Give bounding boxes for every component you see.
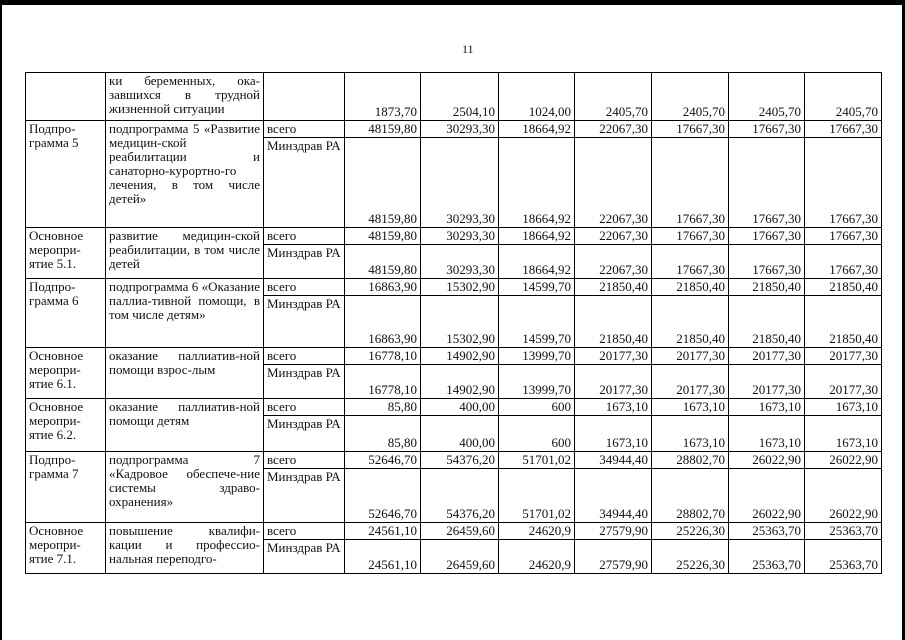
funding-value-cell: 48159,80 <box>345 228 421 245</box>
budget-table <box>25 72 882 574</box>
funding-value-cell: 20177,30 <box>805 348 882 365</box>
funding-value-cell: 14599,70 <box>499 279 575 296</box>
executor-cell: Минздрав РА <box>264 469 345 523</box>
scan-border <box>0 0 905 5</box>
funding-value-cell: 51701,02 <box>499 469 575 523</box>
funding-value-cell: 85,80 <box>345 399 421 416</box>
executor-cell: Минздрав РА <box>264 245 345 279</box>
funding-value-cell: 17667,30 <box>652 138 729 228</box>
funding-value-cell: 17667,30 <box>729 245 805 279</box>
funding-value-cell: 26022,90 <box>729 452 805 469</box>
funding-value-cell: 17667,30 <box>652 228 729 245</box>
program-description-cell: развитие медицин-ской реабилитации, в том числе детей <box>106 228 264 279</box>
table-row <box>26 348 882 365</box>
executor-cell <box>264 73 345 121</box>
funding-value-cell: 25363,70 <box>805 540 882 574</box>
program-label-cell: Основное меропри-ятие 6.2. <box>26 399 106 452</box>
program-description-cell: подпрограмма 7 «Кадровое обеспече-ние системы здраво-охранения» <box>106 452 264 523</box>
funding-value-cell: 1673,10 <box>652 416 729 452</box>
funding-value-cell: 1673,10 <box>729 399 805 416</box>
funding-value-cell: 25226,30 <box>652 540 729 574</box>
funding-value-cell: 16778,10 <box>345 348 421 365</box>
funding-value-cell: 48159,80 <box>345 121 421 138</box>
funding-value-cell: 15302,90 <box>421 296 499 348</box>
program-label-cell: Основное меропри-ятие 6.1. <box>26 348 106 399</box>
funding-value-cell: 21850,40 <box>652 296 729 348</box>
funding-value-cell: 26459,60 <box>421 523 499 540</box>
funding-value-cell: 54376,20 <box>421 469 499 523</box>
executor-cell: всего <box>264 452 345 469</box>
funding-value-cell: 34944,40 <box>575 452 652 469</box>
executor-cell: Минздрав РА <box>264 138 345 228</box>
funding-value-cell: 26022,90 <box>729 469 805 523</box>
funding-value-cell: 17667,30 <box>805 245 882 279</box>
funding-value-cell: 2405,70 <box>575 73 652 121</box>
funding-value-cell: 2405,70 <box>729 73 805 121</box>
funding-value-cell: 30293,30 <box>421 228 499 245</box>
funding-value-cell: 14902,90 <box>421 365 499 399</box>
funding-value-cell: 17667,30 <box>729 138 805 228</box>
funding-value-cell: 51701,02 <box>499 452 575 469</box>
funding-value-cell: 1873,70 <box>345 73 421 121</box>
funding-value-cell: 34944,40 <box>575 469 652 523</box>
funding-value-cell: 14599,70 <box>499 296 575 348</box>
funding-value-cell: 26459,60 <box>421 540 499 574</box>
funding-value-cell: 52646,70 <box>345 452 421 469</box>
funding-value-cell: 21850,40 <box>575 296 652 348</box>
funding-value-cell: 2405,70 <box>652 73 729 121</box>
program-label-cell: Подпро-грамма 5 <box>26 121 106 228</box>
program-label-cell: Подпро-грамма 7 <box>26 452 106 523</box>
table-row <box>26 279 882 296</box>
program-label-cell: Основное меропри-ятие 7.1. <box>26 523 106 574</box>
program-label-cell: Основное меропри-ятие 5.1. <box>26 228 106 279</box>
funding-value-cell: 30293,30 <box>421 245 499 279</box>
funding-value-cell: 14902,90 <box>421 348 499 365</box>
funding-value-cell: 22067,30 <box>575 138 652 228</box>
funding-value-cell: 24561,10 <box>345 523 421 540</box>
funding-value-cell: 30293,30 <box>421 121 499 138</box>
funding-value-cell: 16778,10 <box>345 365 421 399</box>
funding-value-cell: 18664,92 <box>499 121 575 138</box>
funding-value-cell: 17667,30 <box>652 245 729 279</box>
funding-value-cell: 1673,10 <box>805 399 882 416</box>
funding-value-cell: 1673,10 <box>652 399 729 416</box>
table-row <box>26 399 882 416</box>
funding-value-cell: 26022,90 <box>805 452 882 469</box>
funding-value-cell: 24620,9 <box>499 540 575 574</box>
program-label-cell <box>26 73 106 121</box>
program-description-cell: повышение квалифи-кации и профессио-нальная переподго- <box>106 523 264 574</box>
funding-value-cell: 27579,90 <box>575 523 652 540</box>
funding-value-cell: 1673,10 <box>575 416 652 452</box>
funding-value-cell: 1673,10 <box>575 399 652 416</box>
funding-value-cell: 21850,40 <box>575 279 652 296</box>
funding-value-cell: 25226,30 <box>652 523 729 540</box>
funding-value-cell: 600 <box>499 416 575 452</box>
funding-value-cell: 2405,70 <box>805 73 882 121</box>
funding-value-cell: 20177,30 <box>652 348 729 365</box>
funding-value-cell: 21850,40 <box>652 279 729 296</box>
funding-value-cell: 1673,10 <box>805 416 882 452</box>
executor-cell: всего <box>264 523 345 540</box>
funding-value-cell: 20177,30 <box>729 365 805 399</box>
funding-value-cell: 2504,10 <box>421 73 499 121</box>
funding-value-cell: 25363,70 <box>729 540 805 574</box>
funding-value-cell: 17667,30 <box>729 121 805 138</box>
funding-value-cell: 48159,80 <box>345 138 421 228</box>
program-description-cell: подпрограмма 5 «Развитие медицин-ской реабилитации и санаторно-курортно-го лечения, в том числе детей» <box>106 121 264 228</box>
funding-value-cell: 20177,30 <box>575 365 652 399</box>
funding-value-cell: 17667,30 <box>729 228 805 245</box>
funding-value-cell: 1673,10 <box>729 416 805 452</box>
program-description-cell: подпрограмма 6 «Оказание паллиа-тивной помощи, в том числе детям» <box>106 279 264 348</box>
program-description-cell: оказание паллиатив-ной помощи взрос-лым <box>106 348 264 399</box>
funding-value-cell: 17667,30 <box>652 121 729 138</box>
funding-value-cell: 16863,90 <box>345 279 421 296</box>
funding-value-cell: 27579,90 <box>575 540 652 574</box>
funding-value-cell: 21850,40 <box>729 296 805 348</box>
table-row <box>26 452 882 469</box>
funding-value-cell: 22067,30 <box>575 228 652 245</box>
table-row <box>26 523 882 540</box>
funding-value-cell: 16863,90 <box>345 296 421 348</box>
table-row <box>26 121 882 138</box>
executor-cell: всего <box>264 228 345 245</box>
funding-value-cell: 24561,10 <box>345 540 421 574</box>
funding-value-cell: 54376,20 <box>421 452 499 469</box>
funding-value-cell: 24620,9 <box>499 523 575 540</box>
executor-cell: всего <box>264 348 345 365</box>
page-number: 11 <box>462 42 474 56</box>
funding-value-cell: 25363,70 <box>805 523 882 540</box>
funding-value-cell: 400,00 <box>421 399 499 416</box>
funding-value-cell: 13999,70 <box>499 365 575 399</box>
executor-cell: всего <box>264 121 345 138</box>
table-row <box>26 228 882 245</box>
funding-value-cell: 18664,92 <box>499 228 575 245</box>
funding-value-cell: 28802,70 <box>652 452 729 469</box>
funding-value-cell: 18664,92 <box>499 245 575 279</box>
funding-value-cell: 17667,30 <box>805 138 882 228</box>
executor-cell: Минздрав РА <box>264 296 345 348</box>
funding-value-cell: 20177,30 <box>575 348 652 365</box>
funding-value-cell: 22067,30 <box>575 245 652 279</box>
funding-value-cell: 85,80 <box>345 416 421 452</box>
funding-value-cell: 30293,30 <box>421 138 499 228</box>
executor-cell: всего <box>264 399 345 416</box>
program-label-cell: Подпро-грамма 6 <box>26 279 106 348</box>
funding-value-cell: 25363,70 <box>729 523 805 540</box>
table-row <box>26 73 882 121</box>
funding-value-cell: 21850,40 <box>805 296 882 348</box>
funding-value-cell: 17667,30 <box>805 228 882 245</box>
executor-cell: Минздрав РА <box>264 540 345 574</box>
funding-value-cell: 18664,92 <box>499 138 575 228</box>
executor-cell: Минздрав РА <box>264 365 345 399</box>
funding-value-cell: 13999,70 <box>499 348 575 365</box>
funding-value-cell: 48159,80 <box>345 245 421 279</box>
funding-value-cell: 17667,30 <box>805 121 882 138</box>
funding-value-cell: 15302,90 <box>421 279 499 296</box>
executor-cell: всего <box>264 279 345 296</box>
funding-value-cell: 20177,30 <box>805 365 882 399</box>
funding-value-cell: 20177,30 <box>729 348 805 365</box>
executor-cell: Минздрав РА <box>264 416 345 452</box>
scan-border <box>0 0 2 640</box>
funding-value-cell: 22067,30 <box>575 121 652 138</box>
program-description-cell: ки беременных, ока-завшихся в трудной жизненной ситуации <box>106 73 264 121</box>
program-description-cell: оказание паллиатив-ной помощи детям <box>106 399 264 452</box>
funding-value-cell: 28802,70 <box>652 469 729 523</box>
funding-value-cell: 600 <box>499 399 575 416</box>
funding-value-cell: 20177,30 <box>652 365 729 399</box>
funding-value-cell: 400,00 <box>421 416 499 452</box>
funding-value-cell: 21850,40 <box>729 279 805 296</box>
funding-value-cell: 52646,70 <box>345 469 421 523</box>
funding-value-cell: 1024,00 <box>499 73 575 121</box>
funding-value-cell: 21850,40 <box>805 279 882 296</box>
funding-value-cell: 26022,90 <box>805 469 882 523</box>
